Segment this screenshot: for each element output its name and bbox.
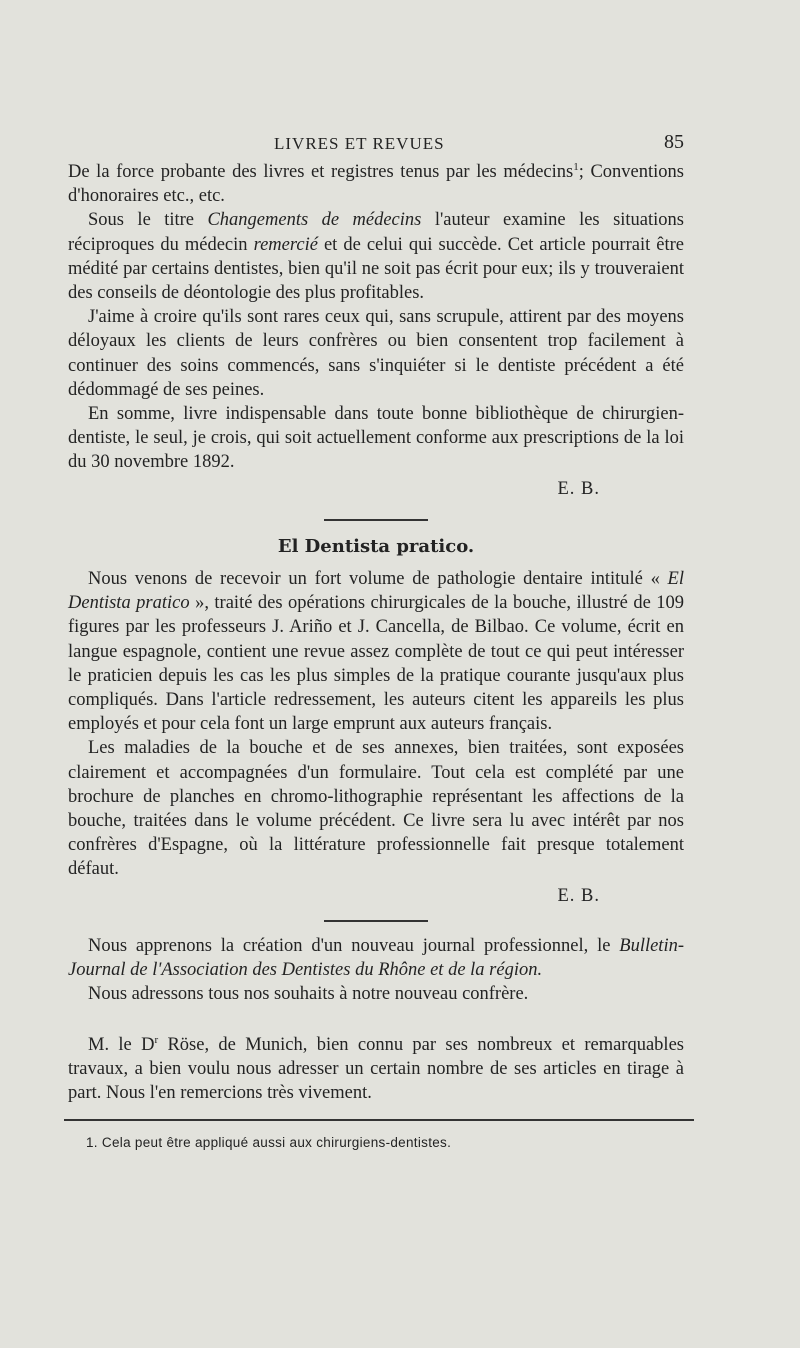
italic-book-title: El Dentista pratico xyxy=(68,569,684,614)
page-body xyxy=(68,128,684,1155)
notice2-paragraph xyxy=(68,1033,684,1106)
review2-signature: E. B. xyxy=(557,885,600,906)
section-divider xyxy=(324,519,428,521)
running-title: LIVRES ET REVUES xyxy=(274,134,445,153)
text-span: et de celui qui succède. Cet article pourrait être médité par certains dentistes, bien qu'il ne soit pas écrit pour eux; ils y trouveraient des conseils de déontologie des plus profitables. xyxy=(68,234,684,304)
italic-title: Changements de médecins xyxy=(207,210,422,231)
footnote: 1. Cela peut être appliqué aussi aux chirurgiens-dentistes. xyxy=(86,1135,452,1151)
text-span: De la force probante des livres et registres tenus par les médecins xyxy=(68,162,574,182)
section-divider xyxy=(324,920,428,922)
review2-paragraph-2: Les maladies de la bouche et de ses annexes, bien traitées, sont exposées clairement et accompagnées d'un formulaire. Tout cela est complété par une brochure de planches en chromo-lithographie représentant les affections de la bouche, traitées dans le volume précédent. Ce livre sera lu avec intérêt par nos confrères d'Espagne, où la littérature professionnelle fait presque totalement défaut. xyxy=(68,738,684,880)
review2-paragraph-1 xyxy=(68,567,684,736)
text-span: Röse, de Munich, bien connu par ses nombreux et remarquables travaux, a bien voulu nous adresser un certain nombre de ses articles en tirage à part. Nous l'en remercions très vivement. xyxy=(68,1034,684,1103)
footnote-rule xyxy=(64,1119,694,1121)
notice1-paragraph-1 xyxy=(68,934,684,982)
review1-paragraph-1 xyxy=(68,160,684,208)
review1-paragraph-4: En somme, livre indispensable dans toute bonne bibliothèque de chirurgien-dentiste, le seul, je crois, qui soit actuellement conforme aux prescriptions de la loi du 30 novembre 1892. xyxy=(68,404,684,473)
section-title: El Dentista pratico. xyxy=(277,535,475,557)
text-span: Sous le titre xyxy=(88,210,208,231)
text-span: Nous venons de recevoir un fort volume de pathologie dentaire intitulé « xyxy=(88,569,668,590)
italic-word: remercié xyxy=(253,234,318,255)
page-number: 85 xyxy=(664,131,684,153)
review1-paragraph-3: J'aime à croire qu'ils sont rares ceux qui, sans scrupule, attirent par des moyens déloyaux les clients de leurs confrères ou bien consentent trop facilement à continuer des soins commencés, sans s'inquiéter si le dentiste précédent a été dédommagé de ses peines. xyxy=(68,307,684,400)
review1-paragraph-2 xyxy=(68,208,684,305)
text-span: ; Conventions d'honoraires etc., etc. xyxy=(68,162,684,207)
italic-journal-title: Bulletin-Journal de l'Association des Dentistes du Rhône et de la région. xyxy=(68,935,684,981)
superscript: r xyxy=(154,1033,159,1046)
notice1-paragraph-2: Nous adressons tous nos souhaits à notre nouveau confrère. xyxy=(88,984,529,1005)
text-span: l'auteur examine les situations réciproques du médecin xyxy=(68,210,684,255)
text-span: », traité des opérations chirurgicales de la bouche, illustré de 109 figures par les professeurs J. Ariño et J. Cancella, de Bilbao. Ce volume, écrit en langue espagnole, contient une revue assez complète de tout ce qui peut intéresser le praticien depuis les cas les plus simples de la pratique courante jusqu'aux plus compliqués. Dans l'article redressement, les auteurs citent les appareils les plus employés et pour cela font un large emprunt aux auteurs français. xyxy=(68,593,684,735)
review1-signature: E. B. xyxy=(557,478,600,499)
running-header xyxy=(68,128,684,158)
spacer xyxy=(68,1007,684,1033)
text-span: M. le D xyxy=(88,1034,155,1055)
footnote-ref: 1 xyxy=(573,160,579,173)
text-span: Nous apprenons la création d'un nouveau journal professionnel, le xyxy=(88,935,620,956)
